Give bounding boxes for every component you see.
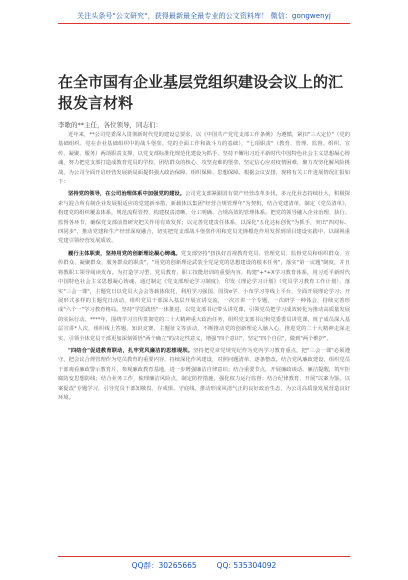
paragraph — [58, 347, 350, 403]
paragraph-lead: "四结合"促进教育联动，扎牢党风廉洁的思想堤坝。 — [68, 347, 194, 354]
document-body — [58, 131, 350, 406]
paragraph-text: 坚持把党章党规党纪作为党内学习教育重点，把"三会一课"必须遵守，把会议合规管理作为党员教育的重要内容，持续深化作风建设，对照问题清单，逐条整改。结合党风廉政建设，组织党员干部观看廉政警示教育片，参观廉政教育基地，进一步增强廉洁自律意识；结合重要节点，开展廉政谈话、廉洁提醒，筑牢拒腐防变思想防线；结合业务工作，梳理廉洁风险点，制定防控措施，强化权力运行监督；结合纪律教育，开展"以案为鉴、以案促改"专题学习，引导党员干部知敬畏、存戒惧、守底线，推动形成风清气正的良好政治生态，为公司高质量发展营造良好环境。 — [58, 347, 350, 401]
paragraph-text: 公司党支部紧跟国有资产经营改革步伐，多元化业态持续壮大，积极探索与混合所有制企业发展相适应的党建新举措，新载体以集团"经营合规管理年"为契机，结合党建清单，制定《党员清单》，构建党的组织覆盖体系，规范流程管控，构建权责清晰、分工明确、合规高效的管理体系。把党的领导融入企业治理、执行、监督各环节，确保党支部前置研究把关作用有效发挥；以完善党建责任体系，以深化"五化达标创优"为抓手，突出"四对标、四同步"，推动党建和生产经营深度融合，切实把党支部战斗堡垒作用和党员先锋模范作用发挥到项目建设实践中，以阔视重党建引领经营发展质效。 — [58, 191, 350, 245]
top-divider — [58, 23, 350, 24]
contact-footer — [58, 560, 350, 571]
salutation: 李歌的**主任，各位领导，同志们： — [58, 121, 162, 129]
paragraph-text: 近年来，**公司党委深入贯彻新时代党的建设总要求，以《中国共产党党支部工作条例》为遵循，紧扣"三大定位"（党的基础组织、党在企业基础组织中的战斗堡垒、党的全面工作和战斗力的基础），"七项职责"（教育、管理、监督、组织、宣传、凝聚、服务）两项职责支撑，以党支部标准化规范化建设为抓手，坚持不懈用习近平新时代中国特色社会主义思想凝心铸魂，努力把党支部打造成教育党员的学校、团结群众的核心、攻坚克难的堡垒，坚定信心应对疫情困难，聚力攻坚化解风险挑战，为公司全面开启经营发展新局面提供强大政治保障、组织保障、思想保障。根据会议安排，现将有关工作进展情况汇报如下： — [58, 132, 350, 186]
paragraph — [58, 131, 350, 187]
bottom-divider — [58, 556, 350, 557]
promo-banner: 关注头条号"公文研究"，获得最新最全最专业的公文资料库！ 微信：gongwenyj — [77, 12, 331, 20]
paragraph-text: 党支部坚持"扭执好首视教育党员、管理党员、监督党员和组织群众、宣传群众、凝聚群众、服务群众的职责"，"用党的创新理论武装全党是党的思想建设的根本任务"，落实"第一议题"制度，并且将教职工领导阅读发布。为打造学习型、党员教育、职工技能培训的重要内容，构建"+*+X学习教育体系，用习近平新时代中国特色社会主义思想凝心铸魂，通过制定《党支部理论学习制度》，印发《理论学习计划》（党员学习教育工作计划），落实"三会一课"，主题党日以党员大会会等载体依托，利用学习强国、国资e学、小布学习等线上平台，全面开展理论学习；开展形式多样的主题党日活动，组织党员干部深入基层开展宣讲交流，一次宣讲一个专题，一次研学一种体会，持续完善形成"六个一"学习教育格局。坚持"学思践悟"一体推进，以党支部书记带头讲党课，引领党员把学习成效转化为推动高质量发展的实际行动。****年，围绕学习宣传贯彻党的二十大精神重大政治任务，组织党支部书记和党委委员讲党课，班子成员深入基层宣讲*人次，组织线上答题、知识竞赛，主题征文等活动，不断推动党的创新理论入脑入心，推进党的二十大精神走深走实，引领全体党员干部更加深刻领悟"两个确立"的决定性意义，增强"四个意识"，坚定"四个自信"，做到"两个维护"。 — [58, 250, 350, 342]
paragraph — [58, 250, 350, 344]
qq-number: QQ: 535304092 — [216, 561, 277, 570]
paragraph-lead: 坚持党的领导，在公司治理体系中加强党的建设。 — [68, 191, 186, 198]
paragraph — [58, 190, 350, 246]
paragraph-lead: 履行主体职责，坚持用党的创新理论凝心铸魂。 — [68, 250, 181, 257]
qq-group: QQ群：30265665 — [131, 561, 197, 570]
document-title: 在全市国有企业基层党组织建设会议上的汇报发言材料 — [58, 73, 344, 112]
